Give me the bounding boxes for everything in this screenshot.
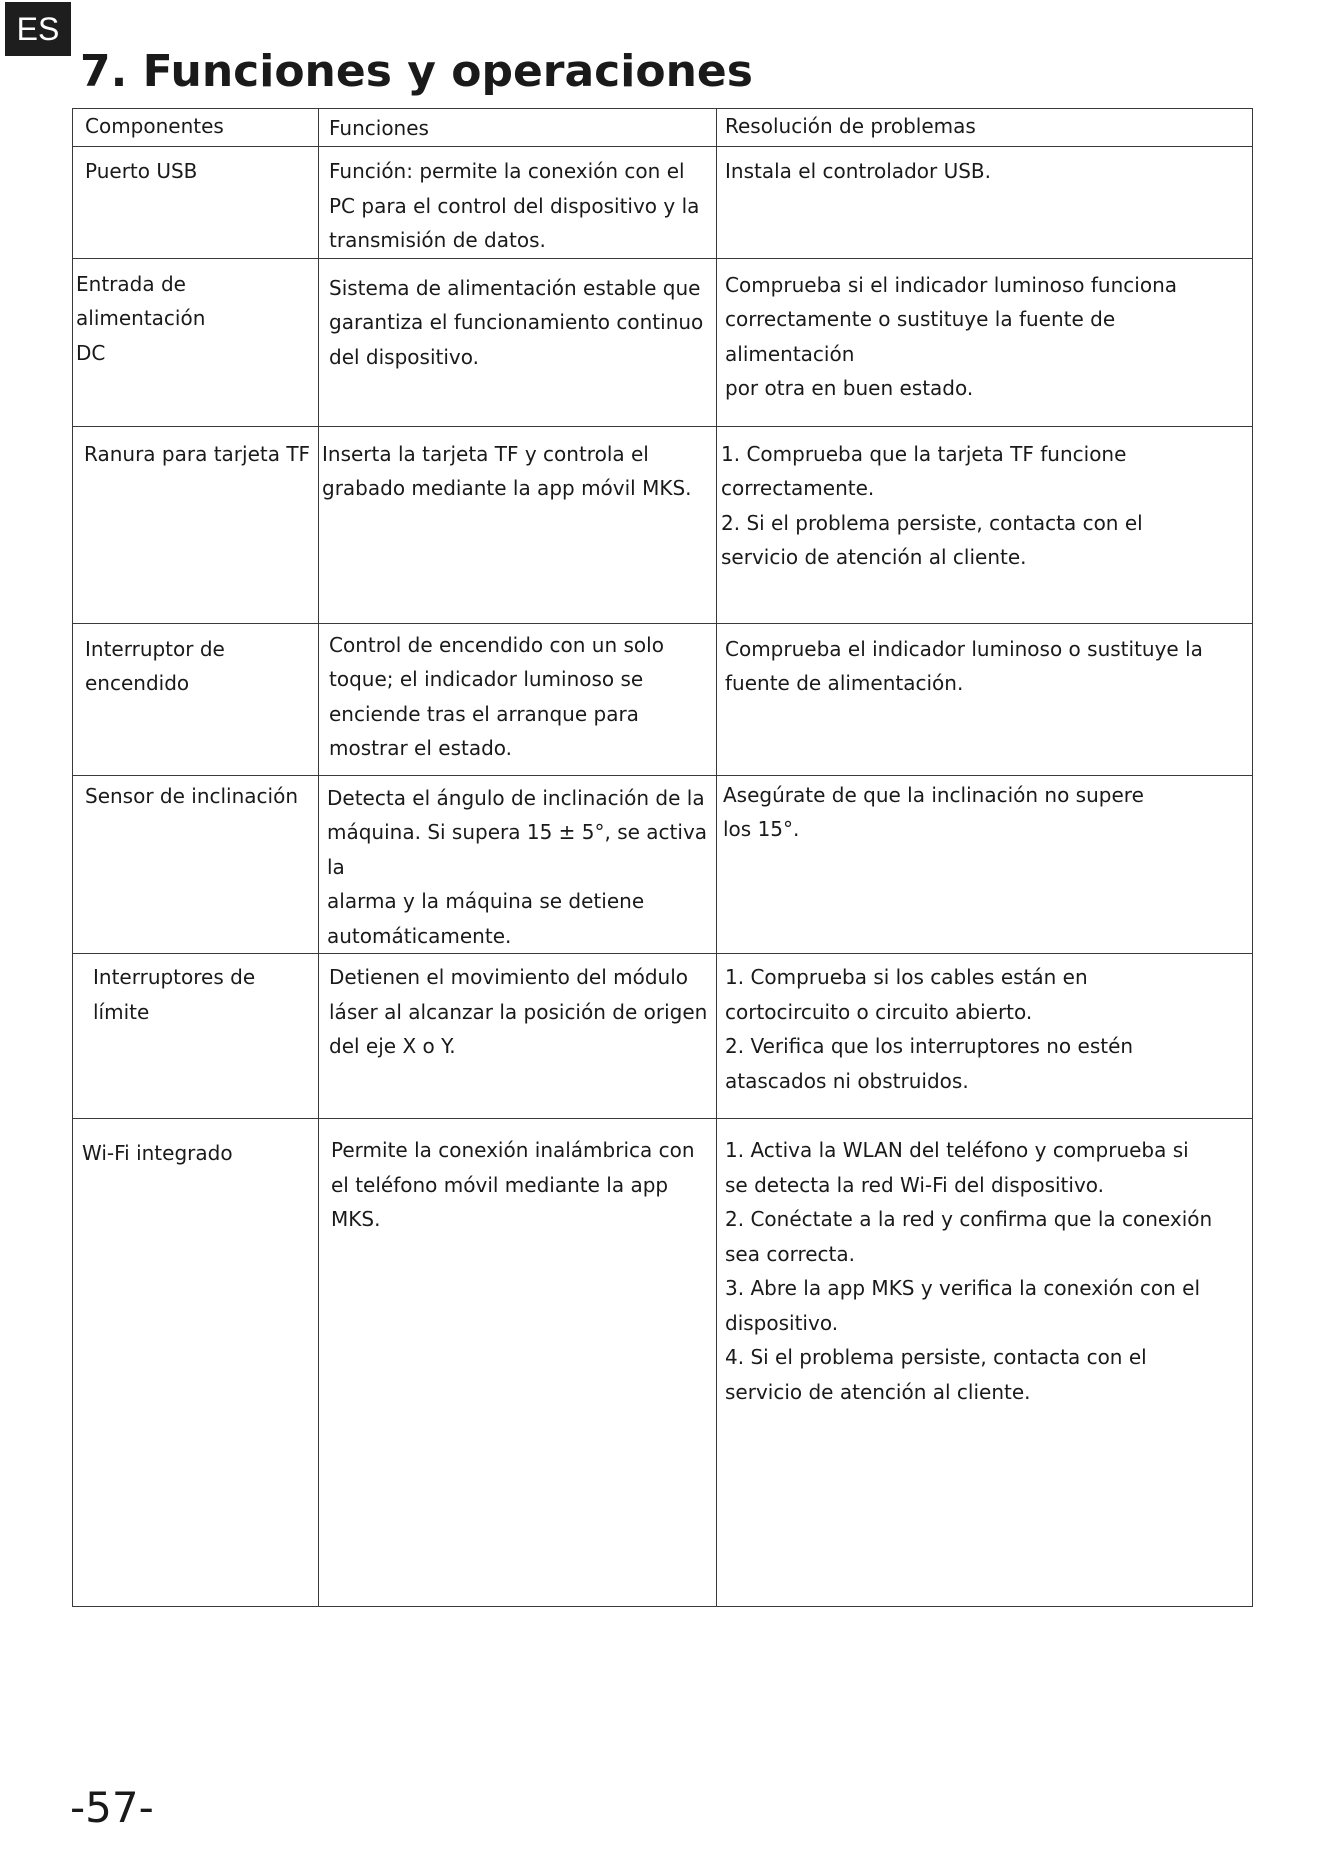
header-componentes: Componentes: [73, 109, 319, 147]
table-row: [73, 147, 1253, 259]
troubleshooting-cell: Comprueba si el indicador luminoso funciona correctamente o sustituye la fuente de alimentación por otra en buen estado.: [717, 258, 1253, 426]
header-resolucion: Resolución de problemas: [717, 109, 1253, 147]
troubleshooting-cell: Instala el controlador USB.: [717, 147, 1253, 259]
component-cell: Wi-Fi integrado: [73, 1119, 319, 1607]
troubleshooting-cell: 1. Activa la WLAN del teléfono y comprueba si se detecta la red Wi-Fi del dispositivo. 2. Conéctate a la red y confirma que la conexión sea correcta. 3. Abre la app MKS y verifica la conexión con el dispositivo. 4. Si el problema persiste, contacta con el servicio de atención al cliente.: [717, 1119, 1253, 1607]
component-cell: Entrada de alimentación DC: [73, 258, 319, 426]
table-row: [73, 775, 1253, 954]
function-cell: Control de encendido con un solo toque; el indicador luminoso se enciende tras el arranque para mostrar el estado.: [319, 623, 717, 775]
component-cell: Sensor de inclinación: [73, 775, 319, 954]
component-cell: Interruptores de límite: [73, 954, 319, 1119]
table-header-row: [73, 109, 1253, 147]
table-row: [73, 258, 1253, 426]
function-cell: Detecta el ángulo de inclinación de la máquina. Si supera 15 ± 5°, se activa la alarma y la máquina se detiene automáticamente.: [319, 775, 717, 954]
function-cell: Inserta la tarjeta TF y controla el grabado mediante la app móvil MKS.: [319, 426, 717, 623]
function-cell: Función: permite la conexión con el PC para el control del dispositivo y la transmisión de datos.: [319, 147, 717, 259]
function-cell: Permite la conexión inalámbrica con el teléfono móvil mediante la app MKS.: [319, 1119, 717, 1607]
troubleshooting-cell: Comprueba el indicador luminoso o sustituye la fuente de alimentación.: [717, 623, 1253, 775]
component-cell: Interruptor de encendido: [73, 623, 319, 775]
functions-table: [72, 108, 1253, 1607]
troubleshooting-cell: Asegúrate de que la inclinación no supere los 15°.: [717, 775, 1253, 954]
header-funciones: Funciones: [319, 109, 717, 147]
table-row: [73, 954, 1253, 1119]
table-row: [73, 623, 1253, 775]
component-cell: Ranura para tarjeta TF: [73, 426, 319, 623]
troubleshooting-cell: 1. Comprueba que la tarjeta TF funcione correctamente. 2. Si el problema persiste, contacta con el servicio de atención al cliente.: [717, 426, 1253, 623]
function-cell: Detienen el movimiento del módulo láser al alcanzar la posición de origen del eje X o Y.: [319, 954, 717, 1119]
troubleshooting-cell: 1. Comprueba si los cables están en cortocircuito o circuito abierto. 2. Verifica que los interruptores no estén atascados ni obstruidos.: [717, 954, 1253, 1119]
language-badge: ES: [5, 2, 71, 56]
function-cell: Sistema de alimentación estable que garantiza el funcionamiento continuo del dispositivo.: [319, 258, 717, 426]
table-row: [73, 1119, 1253, 1607]
page-number: -57-: [70, 1783, 154, 1832]
table-row: [73, 426, 1253, 623]
section-title: 7. Funciones y operaciones: [80, 46, 753, 97]
component-cell: Puerto USB: [73, 147, 319, 259]
